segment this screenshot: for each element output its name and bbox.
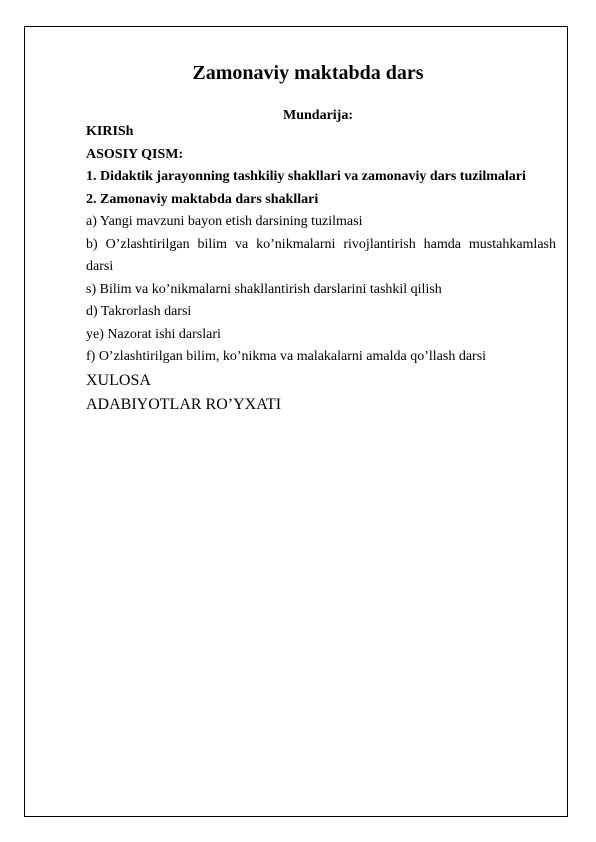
toc-subitem-d: d) Takrorlash darsi xyxy=(86,304,192,319)
toc-item-references: ADABIYOTLAR RO’YXATI xyxy=(86,395,282,413)
toc-subitem-b-line2: darsi xyxy=(86,259,114,274)
toc-item-conclusion: XULOSA xyxy=(86,371,151,389)
toc-subitem-f: f) O’zlashtirilgan bilim, ko’nikma va malakalarni amalda qo’llash darsi xyxy=(86,349,487,364)
toc-item-intro: KIRISh xyxy=(86,124,134,139)
table-of-contents xyxy=(86,121,556,417)
document-title: Zamonaviy maktabda dars xyxy=(192,62,424,84)
toc-item-2: 2. Zamonaviy maktabda dars shakllari xyxy=(86,191,319,207)
toc-subitem-s: s) Bilim va ko’nikmalarni shakllantirish darslarini tashkil qilish xyxy=(86,281,442,297)
toc-subitem-b-line1: b) O’zlashtirilgan bilim va ko’nikmalarni rivojlantirish hamda mustahkamlash xyxy=(86,236,556,252)
toc-item-main-part: ASOSIY QISM: xyxy=(86,146,184,162)
toc-heading: Mundarija: xyxy=(283,108,353,123)
toc-subitem-ye: ye) Nazorat ishi darslari xyxy=(86,326,221,342)
toc-item-1: 1. Didaktik jarayonning tashkiliy shakllari va zamonaviy dars tuzilmalari xyxy=(86,169,526,184)
toc-subitem-a: a) Yangi mavzuni bayon etish darsining tuzilmasi xyxy=(86,214,363,229)
